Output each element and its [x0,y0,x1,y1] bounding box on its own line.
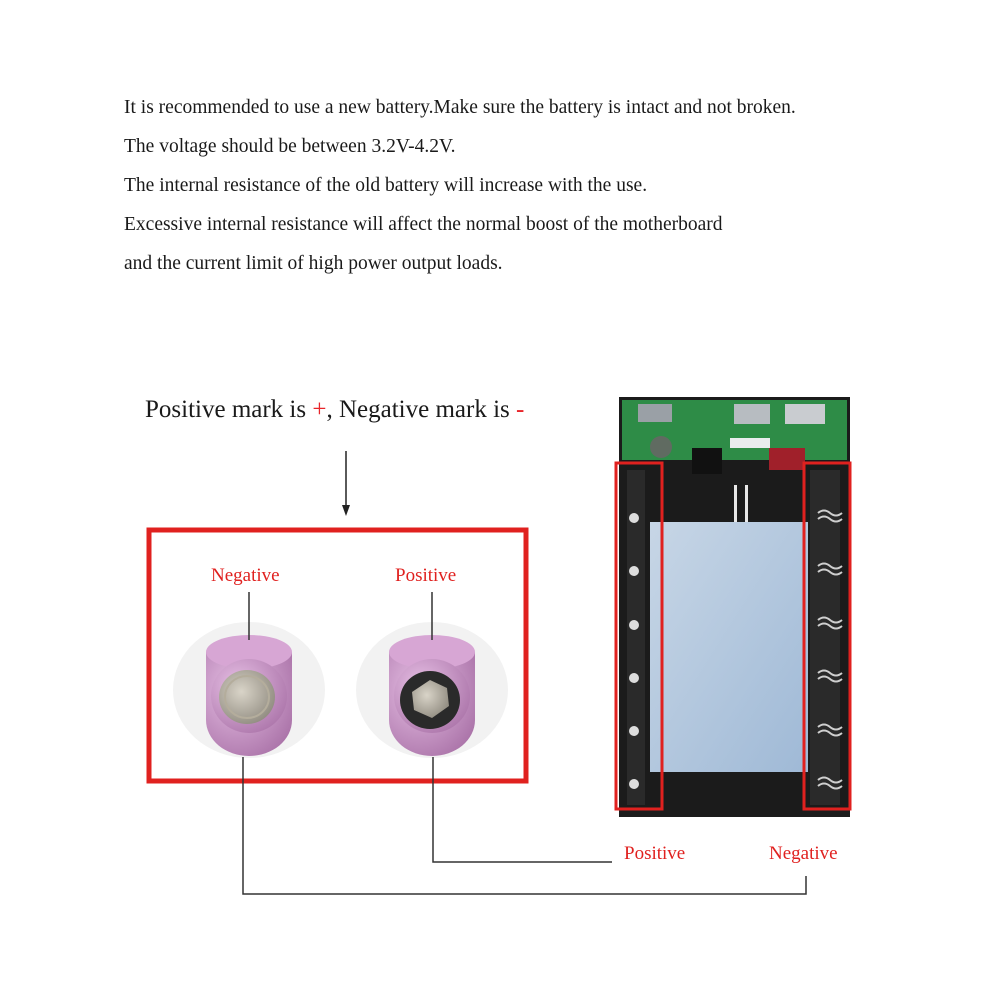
battery-negative-label: Negative [211,565,280,586]
instruction-line: The internal resistance of the old battery will increase with the use. [124,175,648,196]
battery-positive-end-photo [356,592,508,758]
case-positive-label: Positive [624,843,686,864]
instruction-line: Excessive internal resistance will affect the normal boost of the motherboard [124,214,723,235]
instruction-line: The voltage should be between 3.2V-4.2V. [124,136,456,157]
minus-symbol: - [516,396,525,423]
instruction-line: It is recommended to use a new battery.Make sure the battery is intact and not broken. [124,97,796,118]
positive-mark-text: Positive mark is [145,396,313,423]
case-negative-label: Negative [769,843,838,864]
negative-mark-text: , Negative mark is [326,396,516,423]
battery-negative-end-photo [173,592,325,758]
down-arrow [342,451,350,516]
power-bank-case-photo [619,397,850,817]
instruction-line: and the current limit of high power output loads. [124,253,503,274]
plus-symbol: + [312,396,327,423]
battery-positive-label: Positive [395,565,457,586]
